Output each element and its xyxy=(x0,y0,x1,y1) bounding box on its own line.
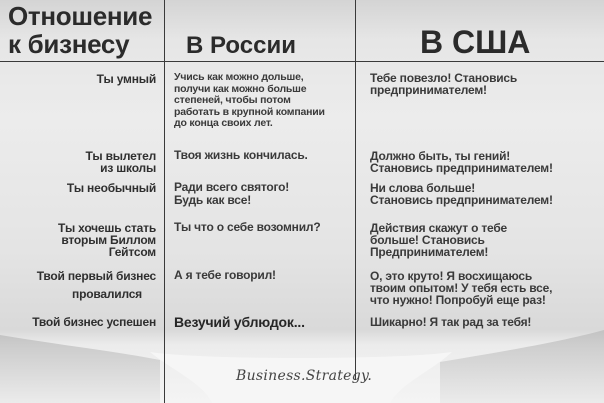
russia-text: Учись как можно дольше, xyxy=(174,71,304,83)
usa-text: Ни слова больше! xyxy=(370,181,475,195)
signature-logo: Business.Strategy. xyxy=(236,368,373,384)
column-divider-right xyxy=(355,0,356,380)
usa-text: Должно быть, ты гений! xyxy=(370,149,511,163)
situation-text: Ты умный xyxy=(96,72,156,86)
table-title xyxy=(8,2,164,58)
situation-text: Твой бизнес успешен xyxy=(32,315,156,329)
column-header-russia: В России xyxy=(186,32,296,59)
situation-text: вторым Биллом xyxy=(61,233,156,247)
usa-cell xyxy=(370,270,596,306)
situation-text: из школы xyxy=(100,161,156,175)
usa-text: Шикарно! Я так рад за тебя! xyxy=(370,315,532,329)
usa-text: О, это круто! Я восхищаюсь xyxy=(370,269,533,283)
situation-text: Ты необычный xyxy=(66,181,156,195)
russia-text: Будь как все! xyxy=(174,193,252,207)
situation-cell xyxy=(6,270,156,282)
situation-text: Ты хочешь стать xyxy=(58,221,156,235)
russia-text: Ты что о себе возомнил? xyxy=(174,220,321,234)
situation-cell xyxy=(6,150,156,174)
usa-cell xyxy=(370,150,596,174)
usa-text: больше! Становись xyxy=(370,233,485,247)
situation-text: Твой первый бизнес xyxy=(36,269,156,283)
russia-text: Ради всего святого! xyxy=(174,180,290,194)
usa-cell xyxy=(370,316,596,328)
column-header-usa: В США xyxy=(420,24,531,60)
russia-cell xyxy=(174,221,352,234)
usa-text: Действия скажут о тебе xyxy=(370,221,508,235)
russia-cell xyxy=(174,72,352,130)
usa-text: твоим опытом! У тебя есть все, xyxy=(370,281,553,295)
situation-text: провалился xyxy=(72,287,142,301)
situation-cell xyxy=(6,182,156,194)
russia-text: А я тебе говорил! xyxy=(174,268,276,282)
situation-cell xyxy=(6,222,156,258)
usa-text: Тебе повезло! Становись xyxy=(370,71,518,85)
usa-cell xyxy=(370,182,596,206)
russia-cell xyxy=(174,149,352,162)
usa-cell xyxy=(370,222,596,258)
usa-text: Становись предпринимателем! xyxy=(370,161,553,175)
situation-cell xyxy=(0,288,142,300)
header-divider xyxy=(0,61,604,62)
usa-text: Предпринимателем! xyxy=(370,245,489,259)
russia-cell xyxy=(174,315,352,330)
russia-cell xyxy=(174,269,352,282)
column-divider-left xyxy=(164,0,165,403)
russia-text: работать в крупной компании xyxy=(174,105,325,118)
situation-cell xyxy=(6,316,156,328)
usa-text: предпринимателем! xyxy=(370,83,487,97)
situation-cell xyxy=(6,73,156,85)
russia-cell xyxy=(174,181,352,207)
situation-text: Ты вылетел xyxy=(85,149,156,163)
table-title-line: Отношение xyxy=(8,1,153,31)
table-title-line: к бизнесу xyxy=(8,29,130,59)
usa-text: что нужно! Попробуй еще раз! xyxy=(370,293,546,307)
russia-text: до конца своих лет. xyxy=(174,117,273,129)
usa-cell xyxy=(370,72,596,96)
russia-text: степеней, чтобы потом xyxy=(174,94,291,106)
situation-text: Гейтсом xyxy=(108,245,156,259)
usa-text: Становись предпринимателем! xyxy=(370,193,553,207)
russia-text: получи как можно больше xyxy=(174,82,307,95)
russia-text: Твоя жизнь кончилась. xyxy=(174,148,308,162)
russia-text: Везучий ублюдок... xyxy=(174,314,305,330)
